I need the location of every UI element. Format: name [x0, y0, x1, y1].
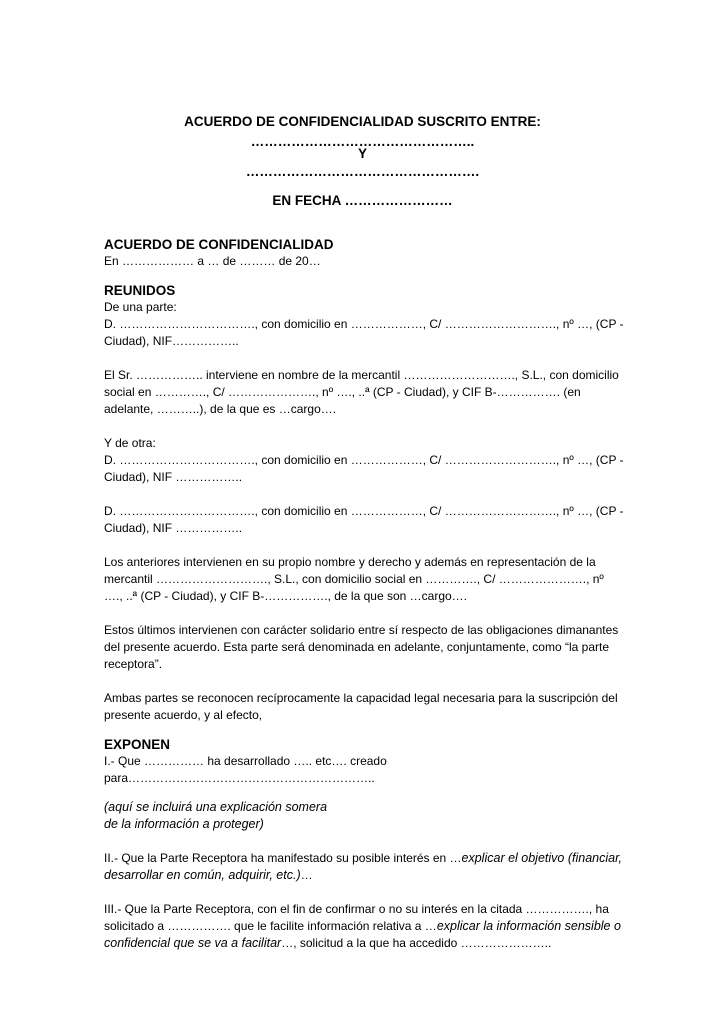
- representation-paragraph: Los anteriores intervienen en su propio nombre y derecho y además en representación de la mercantil ………………………., S.L., con domicilio social en …………., C/ …………………., nº …., ..ª (CP - Ciudad), y CIF B-……………., de la que son …cargo….: [104, 555, 604, 603]
- party-1-representative-paragraph: El Sr. …………….. interviene en nombre de la mercantil ………………………., S.L., con domicilio social en …………., C/ …………………., nº …., ..ª (CP - Ciudad), y CIF B-……………. (en adelante, ………..), de la que es …cargo….: [104, 368, 619, 416]
- exponen-iii-paragraph: [104, 901, 624, 952]
- reunidos-heading: REUNIDOS: [104, 283, 176, 298]
- exponen-iii-end: …, solicitud a la que ha accedido …………………..: [281, 936, 552, 950]
- title-date-line: EN FECHA ……………………: [272, 193, 453, 208]
- party-2b-paragraph: D. ……………………………., con domicilio en ………………, C/ ………………………., nº …, (CP - Ciudad), NIF ……………..: [104, 504, 624, 535]
- title-line-1: ACUERDO DE CONFIDENCIALIDAD SUSCRITO ENTRE:: [184, 114, 541, 129]
- solidarity-paragraph: Estos últimos intervienen con carácter solidario entre sí respecto de las obligaciones dimanantes del presente acuerdo. Esta parte será denominada en adelante, conjuntamente, como “la parte receptora”.: [104, 623, 619, 671]
- title-line-3: Y: [357, 146, 367, 161]
- exponen-note: (aquí se incluirá una explicación somera de la información a proteger): [104, 800, 328, 831]
- acuerdo-heading: ACUERDO DE CONFIDENCIALIDAD: [104, 237, 334, 252]
- title-line-2: …………………………………………..: [250, 134, 475, 149]
- capacity-paragraph: Ambas partes se reconocen recíprocamente la capacidad legal necesaria para la suscripción del presente acuerdo, y al efecto,: [104, 691, 618, 722]
- exponen-iii-start: III.- Que la Parte Receptora, con el fin de confirmar o no su interés en la citada ……………., ha solicitado a ……………. que le facilite información relativa a …: [104, 902, 609, 933]
- acuerdo-place-date: En ……………… a … de ……… de 20…: [104, 254, 321, 268]
- exponen-ii-end: …: [300, 868, 313, 882]
- party-1-paragraph: D. ……………………………., con domicilio en ………………, C/ ………………………., nº …, (CP - Ciudad), NIF……………..: [104, 317, 624, 348]
- exponen-ii-italic: explicar el objetivo (financiar, desarrollar en común, adquirir, etc.): [104, 851, 623, 882]
- document-body: [104, 236, 624, 952]
- exponen-i-paragraph: I.- Que …………… ha desarrollado ….. etc…. creado para……………………………………………………..: [104, 754, 387, 785]
- exponen-ii-start: II.- Que la Parte Receptora ha manifestado su posible interés en …: [104, 851, 462, 865]
- exponen-heading: EXPONEN: [104, 737, 171, 752]
- exponen-ii-paragraph: [104, 850, 624, 884]
- party-2a-paragraph: D. ……………………………., con domicilio en ………………, C/ ………………………., nº …, (CP - Ciudad), NIF ……………..: [104, 453, 624, 484]
- una-parte-label: De una parte:: [104, 300, 177, 314]
- exponen-iii-italic: explicar la información sensible o confidencial que se va a facilitar: [104, 919, 621, 950]
- otra-parte-label: Y de otra:: [104, 436, 156, 450]
- title-line-4: …………………………………………….: [245, 164, 480, 179]
